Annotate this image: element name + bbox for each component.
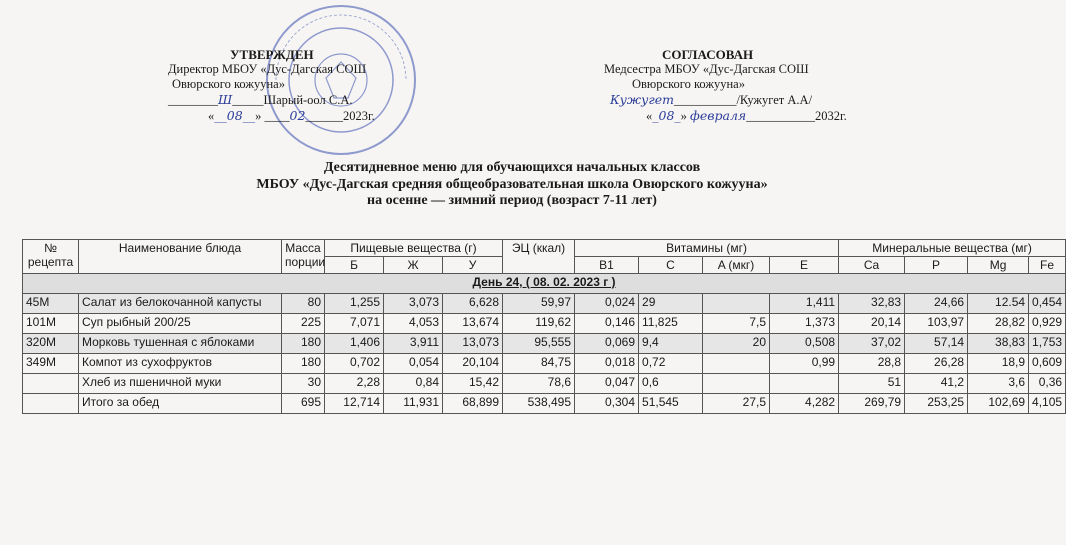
cell-code: 320М: [23, 334, 79, 354]
cell-u: 20,104: [443, 354, 503, 374]
agreement-organization: Овюрского кожууна»: [632, 77, 745, 91]
approval-position: Директор МБОУ «Дус-Дагская СОШ: [168, 62, 367, 76]
cell-name: Суп рыбный 200/25: [79, 314, 282, 334]
table-row: [23, 374, 1066, 394]
date-month: 02: [289, 108, 306, 123]
cell-zh: 3,911: [384, 334, 443, 354]
cell-name: Морковь тушенная с яблоками: [79, 334, 282, 354]
agreement-position: Медсестра МБОУ «Дус-Дагская СОШ: [604, 62, 809, 76]
col-fe: Fe: [1029, 257, 1066, 274]
cell-mg: 12.54: [968, 294, 1029, 314]
cell-e: [770, 374, 839, 394]
cell-c: 11,825: [639, 314, 703, 334]
table-row: [23, 314, 1066, 334]
handwritten-signature: Кужугет: [610, 92, 674, 107]
col-mg: Mg: [968, 257, 1029, 274]
cell-a: 20: [703, 334, 770, 354]
col-mass: Масса порции: [282, 240, 325, 274]
cell-energy: 538,495: [503, 394, 575, 414]
cell-p: 103,97: [905, 314, 968, 334]
cell-fe: 1,753: [1029, 334, 1066, 354]
cell-fe: 4,105: [1029, 394, 1066, 414]
table-row: [23, 294, 1066, 314]
cell-u: 13,674: [443, 314, 503, 334]
col-a: A (мкг): [703, 257, 770, 274]
cell-energy: 119,62: [503, 314, 575, 334]
cell-code: 45М: [23, 294, 79, 314]
title-line-2: МБОУ «Дус-Дагская средняя общеобразовательная школа Овюрского кожууна»: [256, 176, 768, 192]
cell-p: 57,14: [905, 334, 968, 354]
cell-mass: 225: [282, 314, 325, 334]
cell-zh: 11,931: [384, 394, 443, 414]
cell-fe: 0,929: [1029, 314, 1066, 334]
cell-ca: 269,79: [839, 394, 905, 414]
cell-mass: 80: [282, 294, 325, 314]
cell-ca: 20,14: [839, 314, 905, 334]
cell-name: Салат из белокочанной капусты: [79, 294, 282, 314]
cell-b1: 0,304: [575, 394, 639, 414]
cell-name: Компот из сухофруктов: [79, 354, 282, 374]
cell-b1: 0,024: [575, 294, 639, 314]
approval-block-right: СОГЛАСОВАН Медсестра МБОУ «Дус-Дагская СОШ Овюрского кожууна» Кужугет__________/Кужугет А.А/ «_08_» февраля___________2032г.: [604, 47, 864, 124]
cell-fe: 0,454: [1029, 294, 1066, 314]
date-month: февраля: [690, 108, 747, 123]
cell-c: 0,6: [639, 374, 703, 394]
cell-mass: 695: [282, 394, 325, 414]
handwritten-signature: Ш: [218, 92, 233, 107]
cell-a: [703, 374, 770, 394]
cell-p: 24,66: [905, 294, 968, 314]
col-energy: ЭЦ (ккал): [503, 240, 575, 274]
cell-zh: 0,054: [384, 354, 443, 374]
date-year: 2032г.: [814, 109, 847, 123]
cell-e: 1,373: [770, 314, 839, 334]
cell-zh: 3,073: [384, 294, 443, 314]
col-ca: Ca: [839, 257, 905, 274]
table-row: [23, 334, 1066, 354]
cell-e: 0,99: [770, 354, 839, 374]
title-line-1: Десятидневное меню для обучающихся начальных классов: [323, 160, 701, 175]
cell-code: [23, 374, 79, 394]
cell-b1: 0,047: [575, 374, 639, 394]
cell-energy: 95,555: [503, 334, 575, 354]
cell-b1: 0,146: [575, 314, 639, 334]
date-day: 08: [658, 108, 675, 123]
cell-mass: 180: [282, 334, 325, 354]
col-u: У: [443, 257, 503, 274]
cell-ca: 32,83: [839, 294, 905, 314]
cell-zh: 0,84: [384, 374, 443, 394]
approval-heading: УТВЕРЖДЕН: [230, 47, 314, 62]
cell-a: 7,5: [703, 314, 770, 334]
cell-ca: 51: [839, 374, 905, 394]
table-row-total: [23, 394, 1066, 414]
cell-c: 0,72: [639, 354, 703, 374]
agreement-name: /Кужугет А.А/: [736, 93, 813, 107]
cell-e: 0,508: [770, 334, 839, 354]
approver-name: Шарый-оол С.А.: [263, 93, 353, 107]
cell-u: 13,073: [443, 334, 503, 354]
cell-a: [703, 294, 770, 314]
cell-mg: 18,9: [968, 354, 1029, 374]
cell-code: 349М: [23, 354, 79, 374]
col-nutrients: Пищевые вещества (г): [325, 240, 503, 257]
cell-mg: 102,69: [968, 394, 1029, 414]
cell-a: [703, 354, 770, 374]
cell-c: 29: [639, 294, 703, 314]
col-e: E: [770, 257, 839, 274]
cell-mg: 3,6: [968, 374, 1029, 394]
agreement-heading: СОГЛАСОВАН: [662, 47, 754, 62]
col-p: P: [905, 257, 968, 274]
cell-ca: 28,8: [839, 354, 905, 374]
cell-b: 7,071: [325, 314, 384, 334]
day-label: День 24, ( 08. 02. 2023 г ): [23, 274, 1066, 294]
col-minerals: Минеральные вещества (мг): [839, 240, 1066, 257]
table-row: [23, 354, 1066, 374]
approval-organization: Овюрского кожууна»: [172, 77, 285, 91]
col-b1: B1: [575, 257, 639, 274]
cell-mg: 28,82: [968, 314, 1029, 334]
cell-u: 6,628: [443, 294, 503, 314]
cell-energy: 59,97: [503, 294, 575, 314]
title-line-3: на осенне — зимний период (возраст 7-11 лет): [367, 193, 657, 208]
cell-e: 4,282: [770, 394, 839, 414]
cell-fe: 0,609: [1029, 354, 1066, 374]
cell-fe: 0,36: [1029, 374, 1066, 394]
cell-u: 68,899: [443, 394, 503, 414]
cell-b: 12,714: [325, 394, 384, 414]
table-header-row: [23, 240, 1066, 257]
col-recipe: № рецепта: [23, 240, 79, 274]
cell-name: Итого за обед: [79, 394, 282, 414]
cell-zh: 4,053: [384, 314, 443, 334]
col-b: Б: [325, 257, 384, 274]
cell-b: 2,28: [325, 374, 384, 394]
approval-block-left: УТВЕРЖДЕН Директор МБОУ «Дус-Дагская СОШ Овюрского кожууна» ________Ш_____Шарый-оол С.А. «__08__» ____02______2023г.: [168, 47, 418, 124]
cell-b1: 0,069: [575, 334, 639, 354]
cell-energy: 84,75: [503, 354, 575, 374]
cell-p: 26,28: [905, 354, 968, 374]
cell-c: 9,4: [639, 334, 703, 354]
cell-b: 1,406: [325, 334, 384, 354]
day-row: [23, 274, 1066, 294]
cell-b1: 0,018: [575, 354, 639, 374]
cell-code: [23, 394, 79, 414]
cell-mass: 180: [282, 354, 325, 374]
cell-p: 253,25: [905, 394, 968, 414]
cell-a: 27,5: [703, 394, 770, 414]
col-c: C: [639, 257, 703, 274]
cell-name: Хлеб из пшеничной муки: [79, 374, 282, 394]
cell-b: 1,255: [325, 294, 384, 314]
date-year: 2023г.: [342, 109, 375, 123]
cell-code: 101М: [23, 314, 79, 334]
date-day: 08: [226, 108, 243, 123]
cell-u: 15,42: [443, 374, 503, 394]
cell-mass: 30: [282, 374, 325, 394]
cell-energy: 78,6: [503, 374, 575, 394]
cell-ca: 37,02: [839, 334, 905, 354]
col-zh: Ж: [384, 257, 443, 274]
cell-p: 41,2: [905, 374, 968, 394]
cell-c: 51,545: [639, 394, 703, 414]
cell-mg: 38,83: [968, 334, 1029, 354]
document-title: [0, 160, 1024, 210]
cell-e: 1,411: [770, 294, 839, 314]
col-vitamins: Витамины (мг): [575, 240, 839, 257]
menu-table: [22, 239, 1066, 414]
col-dish: Наименование блюда: [79, 240, 282, 274]
cell-b: 0,702: [325, 354, 384, 374]
